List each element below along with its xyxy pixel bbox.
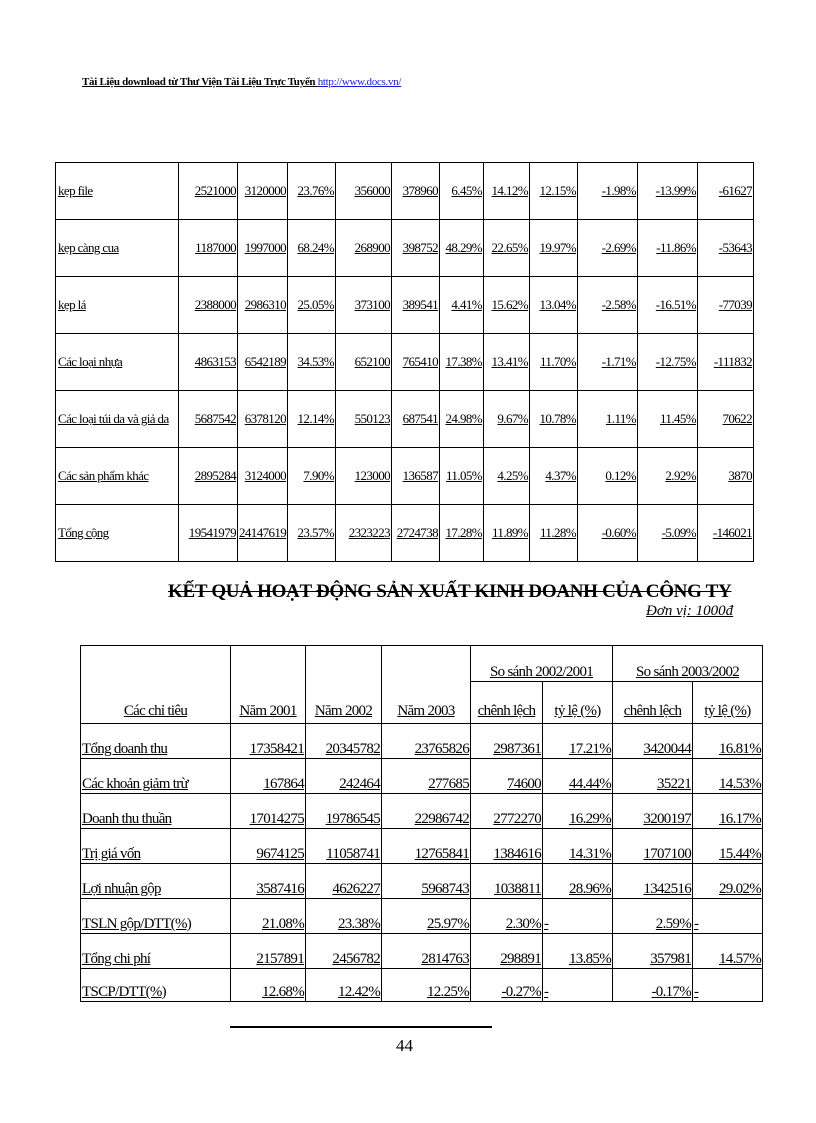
table-cell: 28.96%	[543, 864, 613, 899]
table-cell: -	[693, 899, 763, 934]
table-cell: 4.37%	[530, 448, 578, 505]
footer-rule	[230, 1026, 492, 1028]
table-cell: 24.98%	[440, 391, 484, 448]
table-cell: 298891	[471, 934, 543, 969]
table-cell: 398752	[392, 220, 440, 277]
table-cell: 2.30%	[471, 899, 543, 934]
table-cell: -0.60%	[578, 505, 638, 562]
table-cell: -2.58%	[578, 277, 638, 334]
table-cell: 1.11%	[578, 391, 638, 448]
table-cell: 277685	[382, 759, 471, 794]
table-cell: 16.29%	[543, 794, 613, 829]
table-cell: 5687542	[179, 391, 238, 448]
table-cell: 23765826	[382, 724, 471, 759]
table-cell: 21.08%	[231, 899, 306, 934]
document-header	[82, 76, 401, 88]
table-cell: 14.31%	[543, 829, 613, 864]
table-cell: 9674125	[231, 829, 306, 864]
table-cell: 0.12%	[578, 448, 638, 505]
table-row	[81, 829, 763, 864]
table-cell: 13.41%	[484, 334, 530, 391]
table-cell: 550123	[336, 391, 392, 448]
table-cell: 3200197	[613, 794, 693, 829]
table-cell: 2895284	[179, 448, 238, 505]
table-cell: 14.53%	[693, 759, 763, 794]
header-text: Tài Liệu download từ Thư Viện Tài Liệu Trực Tuyến	[82, 76, 316, 88]
row-label: kẹp lá	[56, 277, 179, 334]
table-cell: 19786545	[306, 794, 382, 829]
table-cell: 16.17%	[693, 794, 763, 829]
table-cell: 3124000	[238, 448, 288, 505]
header-ratio-1: tỷ lệ (%)	[543, 682, 613, 724]
table-cell: 15.44%	[693, 829, 763, 864]
table-row	[56, 334, 754, 391]
table-cell: 4626227	[306, 864, 382, 899]
table-cell: 2724738	[392, 505, 440, 562]
table-cell: 12.15%	[530, 163, 578, 220]
table-cell: 74600	[471, 759, 543, 794]
table-cell: 356000	[336, 163, 392, 220]
table-cell: 268900	[336, 220, 392, 277]
table-cell: 14.57%	[693, 934, 763, 969]
table-cell: 4.41%	[440, 277, 484, 334]
row-label: Trị giá vốn	[81, 829, 231, 864]
header-diff-2: chênh lệch	[613, 682, 693, 724]
product-comparison-table	[55, 162, 754, 562]
table-cell: 3120000	[238, 163, 288, 220]
table-cell: 2987361	[471, 724, 543, 759]
table-cell: 17014275	[231, 794, 306, 829]
table-cell: 11.70%	[530, 334, 578, 391]
table-cell: 12.14%	[288, 391, 336, 448]
table-cell: 13.85%	[543, 934, 613, 969]
table-cell: 11.05%	[440, 448, 484, 505]
table-cell: 23.38%	[306, 899, 382, 934]
table-cell: -11.86%	[638, 220, 698, 277]
table-cell: 9.67%	[484, 391, 530, 448]
table-row	[56, 448, 754, 505]
table-cell: 373100	[336, 277, 392, 334]
header-compare-2003-2002: So sánh 2003/2002	[613, 646, 763, 682]
table-cell: 357981	[613, 934, 693, 969]
row-label: kẹp càng cua	[56, 220, 179, 277]
table-cell: 2814763	[382, 934, 471, 969]
table-cell: -0.17%	[613, 969, 693, 1002]
table-cell: 123000	[336, 448, 392, 505]
table-cell: 167864	[231, 759, 306, 794]
row-label: Các sản phẩm khác	[56, 448, 179, 505]
table-cell: 25.97%	[382, 899, 471, 934]
table-cell: -2.69%	[578, 220, 638, 277]
table-cell: 136587	[392, 448, 440, 505]
header-diff-1: chênh lệch	[471, 682, 543, 724]
table-cell: 70622	[698, 391, 754, 448]
table-cell: 24147619	[238, 505, 288, 562]
row-label: Tổng cộng	[56, 505, 179, 562]
table-row	[56, 505, 754, 562]
table-cell: 14.12%	[484, 163, 530, 220]
table-cell: 23.57%	[288, 505, 336, 562]
table-cell: 22.65%	[484, 220, 530, 277]
table-cell: 10.78%	[530, 391, 578, 448]
table-cell: 1707100	[613, 829, 693, 864]
table-cell: 11.28%	[530, 505, 578, 562]
table-cell: 652100	[336, 334, 392, 391]
row-label: Các loại nhựa	[56, 334, 179, 391]
table-cell: 6542189	[238, 334, 288, 391]
table-row	[81, 759, 763, 794]
table-cell: 17358421	[231, 724, 306, 759]
table-row	[81, 899, 763, 934]
table-cell: 2986310	[238, 277, 288, 334]
table-cell: 242464	[306, 759, 382, 794]
table-cell: 19.97%	[530, 220, 578, 277]
table-cell: -0.27%	[471, 969, 543, 1002]
page-number: 44	[396, 1036, 413, 1055]
table-cell: 23.76%	[288, 163, 336, 220]
header-year-2003: Năm 2003	[382, 646, 471, 724]
table-cell: 1342516	[613, 864, 693, 899]
row-label: Lợi nhuận gộp	[81, 864, 231, 899]
header-year-2001: Năm 2001	[231, 646, 306, 724]
row-label: Tổng doanh thu	[81, 724, 231, 759]
header-indicator: Các chỉ tiêu	[81, 646, 231, 724]
table-cell: 1997000	[238, 220, 288, 277]
table-cell: -1.98%	[578, 163, 638, 220]
table-cell: -13.99%	[638, 163, 698, 220]
row-label: Các loại túi da và giả da	[56, 391, 179, 448]
table-cell: -111832	[698, 334, 754, 391]
table-row	[81, 794, 763, 829]
table-cell: 12.68%	[231, 969, 306, 1002]
table-cell: -1.71%	[578, 334, 638, 391]
table-cell: 13.04%	[530, 277, 578, 334]
table-cell: 11.89%	[484, 505, 530, 562]
table-cell: 20345782	[306, 724, 382, 759]
table-cell: 1038811	[471, 864, 543, 899]
table-cell: 17.21%	[543, 724, 613, 759]
table-cell: 29.02%	[693, 864, 763, 899]
table-cell: 68.24%	[288, 220, 336, 277]
table-cell: 22986742	[382, 794, 471, 829]
table-cell: -12.75%	[638, 334, 698, 391]
table-cell: 765410	[392, 334, 440, 391]
table-cell: 2.92%	[638, 448, 698, 505]
table-row	[56, 391, 754, 448]
header-link[interactable]: http://www.docs.vn/	[317, 76, 402, 88]
table-cell: 25.05%	[288, 277, 336, 334]
table-cell: -61627	[698, 163, 754, 220]
table-cell: -	[543, 899, 613, 934]
table-cell: 12.25%	[382, 969, 471, 1002]
table-cell: 35221	[613, 759, 693, 794]
table-cell: 48.29%	[440, 220, 484, 277]
table-cell: 2.59%	[613, 899, 693, 934]
table-cell: 3870	[698, 448, 754, 505]
table-row	[81, 934, 763, 969]
table-cell: 2388000	[179, 277, 238, 334]
table-cell: -77039	[698, 277, 754, 334]
table-row	[56, 277, 754, 334]
table-cell: 17.38%	[440, 334, 484, 391]
table-cell: 1384616	[471, 829, 543, 864]
table-cell: 2521000	[179, 163, 238, 220]
row-label: kẹp file	[56, 163, 179, 220]
table-cell: 2323223	[336, 505, 392, 562]
table-cell: 3587416	[231, 864, 306, 899]
table-cell: 6.45%	[440, 163, 484, 220]
table-cell: 16.81%	[693, 724, 763, 759]
table-cell: 12.42%	[306, 969, 382, 1002]
table-cell: -146021	[698, 505, 754, 562]
report-title: KẾT QUẢ HOẠT ĐỘNG SẢN XUẤT KINH DOANH CỦA CÔNG TY	[168, 581, 732, 602]
table-cell: 2456782	[306, 934, 382, 969]
table-cell: 7.90%	[288, 448, 336, 505]
row-label: Tổng chi phí	[81, 934, 231, 969]
row-label: TSCP/DTT(%)	[81, 969, 231, 1002]
header-ratio-2: tỷ lệ (%)	[693, 682, 763, 724]
table-cell: -16.51%	[638, 277, 698, 334]
table-cell: 687541	[392, 391, 440, 448]
table-cell: 6378120	[238, 391, 288, 448]
table-cell: -	[543, 969, 613, 1002]
table-cell: 34.53%	[288, 334, 336, 391]
business-results-table	[80, 645, 763, 1002]
table-cell: 12765841	[382, 829, 471, 864]
header-year-2002: Năm 2002	[306, 646, 382, 724]
header-compare-2002-2001: So sánh 2002/2001	[471, 646, 613, 682]
table-cell: 4863153	[179, 334, 238, 391]
table-cell: 11.45%	[638, 391, 698, 448]
table-cell: -	[693, 969, 763, 1002]
table-cell: 2772270	[471, 794, 543, 829]
table-cell: 15.62%	[484, 277, 530, 334]
table-cell: 44.44%	[543, 759, 613, 794]
table-cell: -5.09%	[638, 505, 698, 562]
table-cell: 17.28%	[440, 505, 484, 562]
row-label: Các khoản giảm trừ	[81, 759, 231, 794]
table-cell: 1187000	[179, 220, 238, 277]
table-cell: 19541979	[179, 505, 238, 562]
table-cell: 5968743	[382, 864, 471, 899]
table-row	[81, 969, 763, 1002]
table-row	[81, 724, 763, 759]
table-cell: 389541	[392, 277, 440, 334]
table-cell: 3420044	[613, 724, 693, 759]
unit-label: Đơn vị: 1000đ	[646, 603, 734, 619]
table-row	[56, 163, 754, 220]
table-row	[56, 220, 754, 277]
row-label: Doanh thu thuần	[81, 794, 231, 829]
table-cell: 4.25%	[484, 448, 530, 505]
table-cell: 378960	[392, 163, 440, 220]
table-row	[81, 864, 763, 899]
row-label: TSLN gộp/DTT(%)	[81, 899, 231, 934]
table-cell: -53643	[698, 220, 754, 277]
table-cell: 11058741	[306, 829, 382, 864]
table-cell: 2157891	[231, 934, 306, 969]
